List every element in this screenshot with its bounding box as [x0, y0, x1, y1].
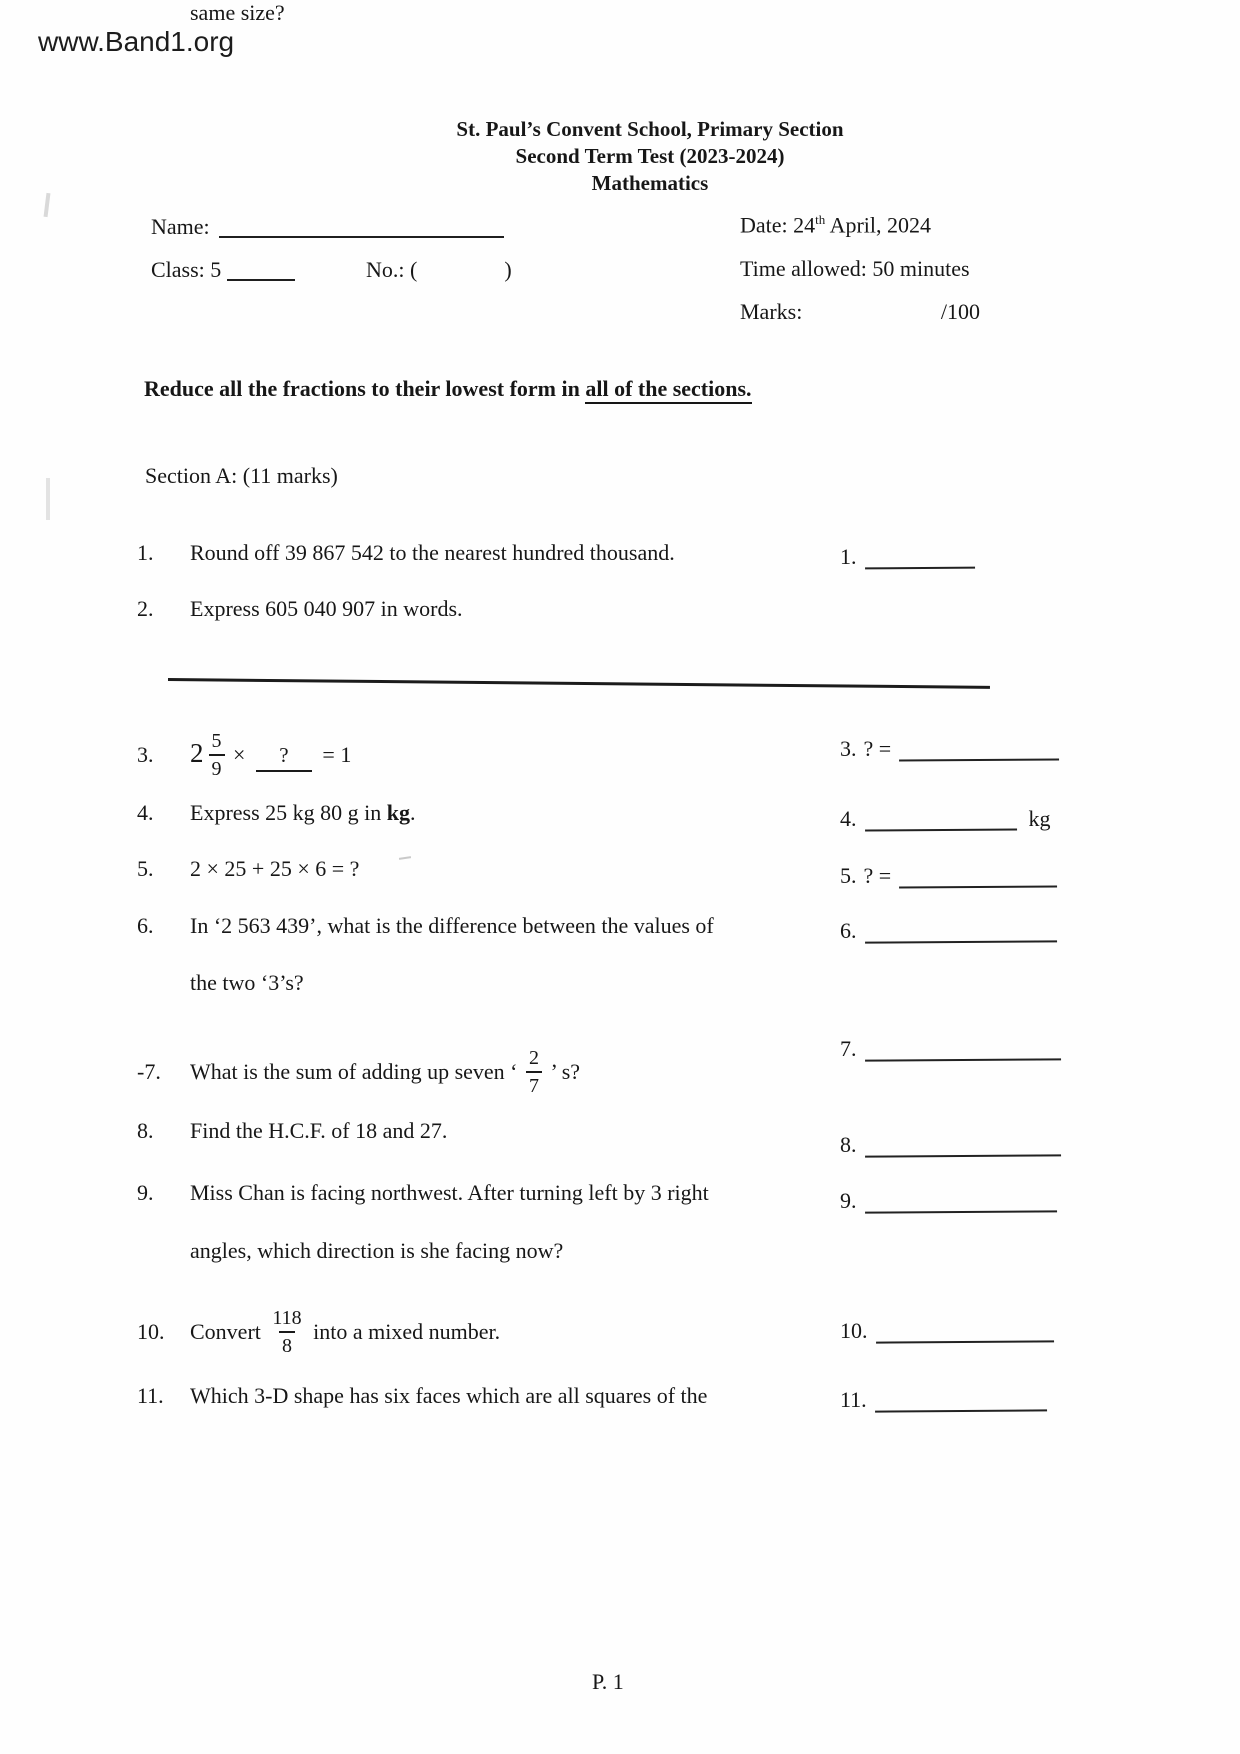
- question-text: Find the H.C.F. of 18 and 27.: [190, 1118, 448, 1143]
- time-allowed-label: Time allowed: 50 minutes: [740, 256, 970, 281]
- answer-slot-9: [840, 1188, 1057, 1214]
- question-6: [137, 913, 714, 939]
- question2-answer-line: [168, 678, 990, 689]
- answer-slot-3: [840, 736, 1059, 762]
- date-rest: April, 2024: [825, 212, 932, 238]
- answer-slot-4: [840, 806, 1051, 832]
- question-text: Convert $\frac{118}{8}$ into a mixed number.: [190, 1307, 501, 1357]
- answer-number: 6.: [840, 918, 857, 943]
- question-text: Which 3-D shape has six faces which are all squares of the: [190, 1383, 708, 1408]
- answer-blank-line: [864, 813, 1016, 831]
- date-ordinal: th: [815, 212, 826, 227]
- answer-blank-line: [864, 552, 974, 570]
- question-10: [137, 1307, 501, 1358]
- question-1: [137, 540, 675, 566]
- section-a-title: Section A: (11 marks): [145, 463, 338, 488]
- name-label: Name:: [151, 214, 210, 239]
- no-close-paren: ): [504, 257, 512, 282]
- question-number: 10.: [137, 1319, 165, 1345]
- question-text: Express 25 kg 80 g in kg.: [190, 800, 416, 825]
- answer-blank-line: [864, 1139, 1060, 1157]
- paper-title-block: [260, 116, 1040, 197]
- answer-number: 5.: [840, 863, 857, 888]
- question-number: 3.: [137, 742, 154, 768]
- school-name: St. Paul’s Convent School, Primary Section: [456, 117, 844, 141]
- answer-slot-6: [840, 918, 1057, 944]
- instruction-underlined: all of the sections.: [585, 376, 751, 404]
- answer-number: 11.: [840, 1387, 867, 1412]
- fraction: $\frac{118}{8}$: [272, 1307, 302, 1357]
- subject-title: Mathematics: [591, 171, 709, 195]
- question-11-line2: [190, 0, 285, 26]
- answer-number: 9.: [840, 1188, 857, 1213]
- fraction: $\frac{2}{7}$: [526, 1048, 542, 1096]
- name-row: [151, 214, 504, 240]
- answer-blank-line: [864, 925, 1056, 943]
- general-instruction: [144, 376, 752, 402]
- answer-blank-line: [875, 1394, 1047, 1412]
- question-number: 2.: [137, 596, 154, 621]
- question-9: [137, 1180, 709, 1206]
- question-number: 8.: [137, 1118, 154, 1143]
- question-text: angles, which direction is she facing now?: [190, 1238, 564, 1263]
- answer-unit: kg: [1028, 806, 1051, 831]
- answer-slot-8: [840, 1132, 1061, 1158]
- question-number: 11.: [137, 1383, 164, 1408]
- no-label: No.: (: [366, 257, 418, 282]
- class-row: [151, 257, 295, 283]
- answer-slot-10: [840, 1318, 1054, 1344]
- question-number: 4.: [137, 800, 154, 825]
- answer-slot-1: [840, 544, 975, 570]
- question-number: 9.: [137, 1180, 154, 1205]
- answer-blank-line: [899, 743, 1059, 761]
- answer-blank-line: [875, 1325, 1053, 1343]
- answer-prefix: ? =: [863, 736, 892, 761]
- instruction-lead: Reduce all the fractions to their lowest form in: [144, 376, 586, 401]
- answer-slot-5: [840, 863, 1057, 889]
- name-blank-line: [219, 220, 504, 238]
- question-text: What is the sum of adding up seven ‘ $\frac{2}{7}$ ’ s?: [190, 1047, 581, 1097]
- question-text: Express 605 040 907 in words.: [190, 596, 463, 621]
- question-text: the two ‘3’s?: [190, 970, 304, 995]
- answer-number: 4.: [840, 806, 857, 831]
- question-3: [137, 730, 352, 781]
- answer-number: 8.: [840, 1132, 857, 1157]
- question-text: In ‘2 563 439’, what is the difference between the values of: [190, 913, 714, 938]
- answer-blank-line: [899, 870, 1057, 888]
- class-label: Class: 5: [151, 257, 222, 282]
- answer-number: 7.: [840, 1036, 857, 1061]
- answer-number: 3.: [840, 736, 857, 761]
- number-row: [366, 257, 512, 283]
- answer-slot-7: [840, 1036, 1061, 1062]
- inline-blank: ?: [256, 743, 312, 772]
- class-blank-line: [227, 263, 295, 281]
- marks-row: [740, 299, 980, 325]
- question-number: -7.: [137, 1059, 161, 1085]
- question-4: [137, 800, 416, 826]
- question-11: [137, 1383, 707, 1409]
- question-9-line2: [190, 1238, 563, 1264]
- question-2: [137, 596, 463, 622]
- answer-number: 10.: [840, 1318, 868, 1343]
- term-title: Second Term Test (2023-2024): [515, 144, 785, 168]
- question-7: [137, 1047, 581, 1098]
- question-5: [137, 856, 359, 882]
- mixed-number-whole: 2: [190, 738, 204, 769]
- question-number: 6.: [137, 913, 154, 938]
- scan-artifact: [44, 193, 51, 217]
- marks-label: Marks:: [740, 299, 803, 324]
- question-8: [137, 1118, 447, 1144]
- time-row: [740, 256, 970, 282]
- date-label: Date: 24: [740, 212, 816, 238]
- scan-artifact: [399, 856, 411, 860]
- marks-total: /100: [940, 299, 980, 324]
- answer-blank-line: [864, 1195, 1056, 1213]
- answer-blank-line: [864, 1043, 1060, 1061]
- question-text: Round off 39 867 542 to the nearest hundred thousand.: [190, 540, 675, 565]
- date-row: [740, 212, 931, 238]
- question-number: 5.: [137, 856, 154, 881]
- answer-number: 1.: [840, 544, 857, 569]
- question-text: 2 × 25 + 25 × 6 = ?: [190, 856, 360, 881]
- question-6-line2: [190, 970, 304, 996]
- question-text: Miss Chan is facing northwest. After turning left by 3 right: [190, 1180, 709, 1205]
- answer-slot-11: [840, 1387, 1047, 1413]
- question-text: same size?: [190, 0, 285, 25]
- scan-artifact: [46, 478, 50, 520]
- question-number: 1.: [137, 540, 154, 565]
- watermark-url: www.Band1.org: [38, 26, 235, 57]
- fraction: $\frac{5}{9}$: [209, 731, 225, 779]
- answer-prefix: ? =: [863, 863, 892, 888]
- page-number: P. 1: [592, 1669, 624, 1694]
- question-text: 2 $\frac{5}{9}$ × ? = 1: [190, 730, 352, 780]
